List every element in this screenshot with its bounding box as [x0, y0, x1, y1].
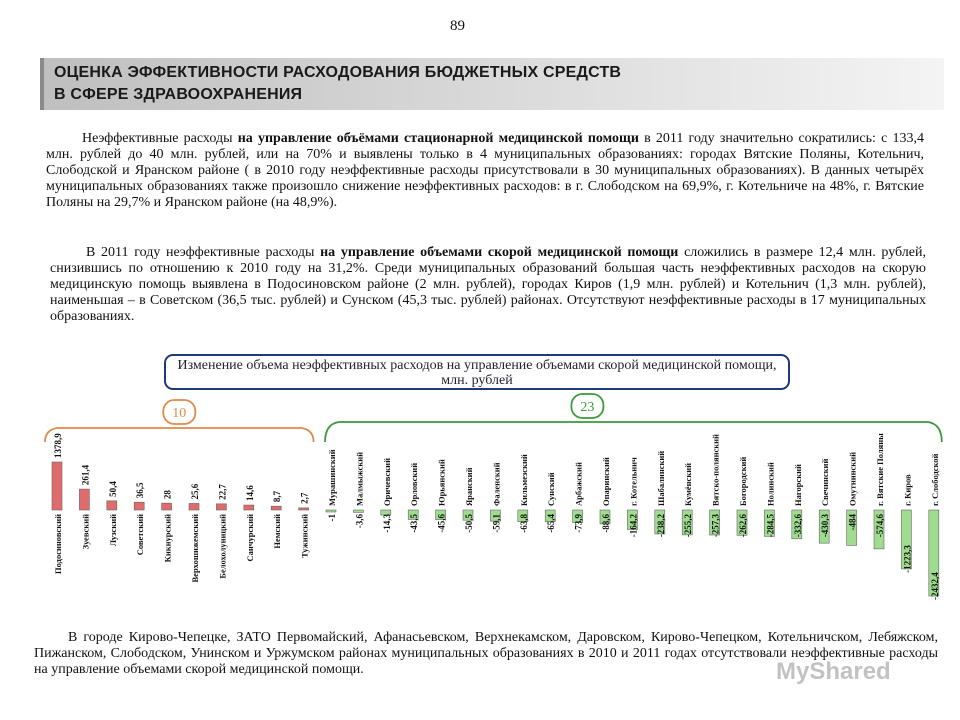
category-label-0: Подосиновский [53, 514, 63, 574]
bracket-decrease [325, 422, 942, 442]
value-label-27: -332,6 [792, 514, 803, 538]
category-label-16: Фаленский [491, 462, 502, 506]
category-label-23: Кумёнский [683, 462, 694, 506]
category-label-30: г. Вятские Поляны [875, 433, 885, 506]
category-label-13: Орловский [409, 462, 420, 506]
category-label-27: Нагорский [792, 464, 803, 506]
value-label-6: 22,7 [217, 484, 228, 500]
value-label-26: -284,5 [765, 514, 776, 538]
bar-8 [271, 506, 281, 510]
value-label-12: -14,3 [381, 514, 392, 533]
bar-5 [189, 503, 199, 510]
value-label-24: -257,3 [710, 514, 721, 538]
category-label-19: Арбажский [573, 462, 584, 506]
value-label-22: -238,2 [655, 514, 666, 538]
value-label-16: -59,1 [491, 514, 502, 533]
bar-7 [244, 505, 254, 510]
value-label-0: 1378,9 [53, 433, 63, 458]
category-label-24: Вятско-полянский [710, 434, 721, 506]
category-label-25: Богородский [738, 456, 748, 506]
bar-9 [299, 508, 309, 510]
bar-10 [326, 510, 336, 512]
category-label-10: Мурашинский [327, 449, 337, 506]
bar-11 [353, 510, 363, 512]
category-label-9: Тужинский [299, 514, 310, 558]
p2-text-a: В 2011 году неэффективные расходы [86, 245, 321, 260]
category-label-32: г. Слободской [929, 453, 940, 506]
value-label-32: -2432,4 [929, 572, 940, 600]
value-label-31: -1223,3 [902, 545, 913, 573]
p1-text-bold: на управление объёмами стационарной медицинской помощи [237, 131, 639, 146]
chart-title-box: Изменение объема неэффективных расходов на управление объемами скорой медицинской помощи, млн. рублей [164, 354, 790, 390]
watermark: MyShared [776, 658, 891, 685]
bar-1 [79, 489, 89, 510]
category-label-4: Кикнурский [162, 514, 173, 563]
value-label-2: 50,4 [107, 481, 118, 497]
value-label-9: 2,7 [299, 492, 310, 504]
category-label-20: Опаринский [601, 457, 611, 506]
category-label-5: Верхошижемский [190, 514, 200, 583]
value-label-11: -3,6 [354, 514, 365, 529]
category-label-31: г. Киров [902, 474, 913, 506]
bar-chart [0, 390, 960, 630]
bar-6 [216, 504, 226, 510]
value-label-20: -88,6 [601, 514, 611, 533]
category-label-26: Нолинский [765, 462, 776, 506]
value-label-25: -262,6 [738, 514, 748, 538]
chart-bars [52, 433, 940, 600]
category-label-14: Юрьянский [436, 459, 447, 506]
category-label-29: Омутнинский [847, 452, 858, 506]
value-label-10: -1 [327, 514, 337, 522]
category-label-3: Советский [135, 514, 146, 556]
p1-text-c: в 2011 году значительно сократились: с 133,4 млн. рублей до 40 млн. рублей, или на 70% и выявлены только в 4 муниципальных образованиях: городах Вятские Поляны, Котельнич, Слободской и Яранском районе ( в 2010 году неэффективные расходы присутствовали в 30 муниципальных образованиях). В данных четырёх муниципальных образованиях также произошло снижение неэффективных расходов: в г. Слободском на 69,9%, г. Котельниче на 48%, г. Вятские Поляны на 29,7% и Яранском районе (на 48,9%). [46, 131, 924, 210]
value-label-1: 261,4 [80, 464, 91, 486]
badge-increase-label: 10 [172, 406, 187, 421]
p1-text-a: Неэффективные расходы [82, 131, 238, 146]
badge-decrease-label: 23 [580, 400, 595, 415]
category-label-6: Белохолуницкий [217, 514, 228, 579]
category-label-1: Зуевский [80, 514, 91, 550]
category-label-11: Малмыжский [354, 451, 365, 506]
category-label-2: Лузский [107, 514, 118, 547]
category-label-15: Яранский [464, 467, 474, 506]
group-brackets [45, 394, 942, 442]
value-label-14: -45,6 [436, 514, 447, 533]
banner-title-line1: ОЦЕНКА ЭФФЕКТИВНОСТИ РАСХОДОВАНИЯ БЮДЖЕТНЫХ СРЕДСТВ [54, 64, 622, 81]
value-label-4: 28 [162, 490, 173, 500]
p2-text-bold: на управление объемами скорой медицинской помощи [320, 245, 679, 260]
category-label-12: Оричевский [381, 458, 392, 506]
category-label-28: Свечинский [820, 458, 831, 506]
p2-text-c: сложились в размере 12,4 млн. рублей, снизившись по отношению к 2010 году на 31,2%. Среди муниципальных образований большая часть неэффективных расходов на скорую медицинскую помощь выявлена в Подосиновском районе (2 млн. рублей), городах Киров (1,9 млн. рублей) и Котельнич (1,3 млн. рублей), наименьшая – в Советском (36,5 тыс. рублей) и Сунском (45,3 тыс. рублей) районах. Отсутствуют неэффективные расходы в 17 муниципальных образованиях. [50, 245, 926, 324]
category-label-17: Кильмезский [518, 454, 529, 506]
value-label-5: 25,6 [190, 483, 200, 500]
section-banner [40, 58, 944, 110]
category-label-21: г. Котельнич [628, 457, 639, 506]
category-label-8: Немский [272, 514, 283, 549]
value-label-23: -255,2 [683, 514, 694, 538]
page-number: 89 [450, 18, 465, 34]
p3-text: В городе Кирово-Чепецке, ЗАТО Первомайский, Афанасьевском, Верхнекамском, Даровском, Кирово-Чепецком, Котельничском, Лебяжском, Пижанском, Слободском, Унинском и Уржумском районах муниципальных образованиях в 2010 и 2011 годах отсутствовали неэффективные расходы на управление объемами скорой медицинской помощи. [34, 630, 938, 677]
value-label-7: 14,6 [244, 485, 255, 502]
value-label-13: -43,5 [409, 514, 420, 533]
value-label-8: 8,7 [272, 490, 283, 503]
value-label-29: -484 [847, 514, 858, 531]
value-label-30: -574,6 [875, 514, 885, 538]
paragraph-inpatient [46, 131, 924, 211]
category-label-18: Сунский [546, 472, 557, 506]
value-label-19: -73,9 [573, 514, 584, 533]
value-label-15: -50,5 [464, 514, 474, 533]
bar-4 [162, 503, 172, 510]
category-label-7: Санчурский [244, 514, 255, 562]
bracket-increase [45, 428, 314, 442]
bar-3 [134, 502, 144, 510]
category-label-22: Шабалинский [655, 450, 666, 506]
banner-title-line2: В СФЕРЕ ЗДРАВООХРАНЕНИЯ [54, 86, 303, 103]
value-label-18: -65,4 [546, 514, 557, 533]
value-label-3: 36,5 [135, 482, 146, 499]
value-label-17: -63,8 [518, 514, 529, 533]
bar-0 [52, 462, 62, 510]
value-label-28: -430,3 [820, 514, 831, 538]
paragraph-ambulance [50, 245, 926, 325]
value-label-21: -164,2 [628, 514, 639, 538]
bar-2 [107, 501, 117, 510]
